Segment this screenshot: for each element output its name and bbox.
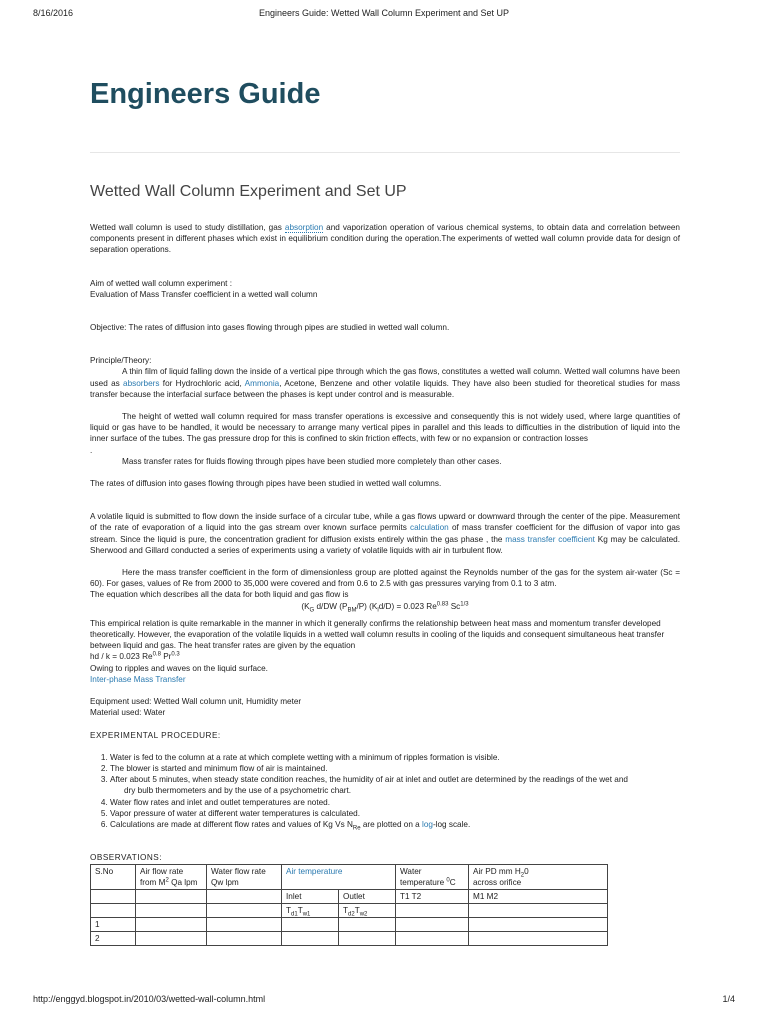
table-subheader-row — [91, 890, 608, 904]
page-number: 1/4 — [722, 994, 735, 1004]
header-divider — [90, 152, 680, 153]
m1m2-cell: M1 M2 — [469, 890, 608, 904]
procedure-heading: EXPERIMENTAL PROCEDURE: — [90, 730, 221, 740]
principle-paragraph-9: Owing to ripples and waves on the liquid surface. — [90, 663, 268, 673]
outlet-cell: Outlet — [339, 890, 396, 904]
intro-paragraph: Wetted wall column is used to study distillation, gas absorption and vaporization operation of various chemical systems, to obtain data and correlation between components present in different phases which exist in equilibrium condition during the operation.The experiments of wetted wall column provide data for design of separation operations. — [90, 223, 680, 255]
principle-paragraph-4: The rates of diffusion into gases flowing through pipes have been studied in wetted wall columns. — [90, 479, 442, 489]
table-header-row — [91, 865, 608, 890]
header-cell: Water flow rate Qw lpm — [207, 865, 282, 890]
inlet-cell: Inlet — [282, 890, 339, 904]
post-body — [90, 222, 680, 946]
principle-paragraph-3: Mass transfer rates for fluids flowing through pipes have been studied more completely than other cases. — [122, 456, 502, 466]
table-row: 2 — [91, 932, 608, 946]
td2-cell: $T_{d2}T_{w2}$ — [339, 904, 396, 918]
objective-text: Objective: The rates of diffusion into gases flowing through pipes are studied in wetted wall column. — [90, 323, 450, 333]
principle-paragraph-1: A thin film of liquid falling down the inside of a vertical pipe through which the gas flows, constitutes a wetted wall column. Wetted wall columns have been used as absorbers for Hydrochloric acid, Ammonia, Acetone, Benzene and other volatile liquids. They have also been studied for theoretical studies for mass transfer because the interfacial surface between the phases is kept under control and is measurable. — [90, 367, 680, 399]
principle-paragraph-5: A volatile liquid is submitted to flow down the inside surface of a circular tube, while a gas flows upward or downward through the center of the pipe. Measurement of the rate of evaporation of a liquid into the gas stream over known surface permits calculation of mass transfer coefficient for the diffusion of vapor into gas stream. Since the liquid is pure, the concentration gradient for diffusion exists entirely within the gas phase , the mass transfer coefficient Kg may be calculated. Sherwood and Gillard conducted a series of experiments using a variety of volatile liquids with air in turbulent flow. — [90, 512, 681, 555]
observations-heading: OBSERVATIONS: — [90, 853, 163, 863]
equipment-text: Equipment used: Wetted Wall column unit, Humidity meter — [90, 697, 302, 707]
absorption-link[interactable]: absorption — [284, 223, 324, 232]
table-row: 1 — [91, 918, 608, 932]
aim-heading: Aim of wetted wall column experiment : — [90, 278, 232, 288]
equation-mass-transfer: ($K_G$ d/DW $(P_{BM}/P) (K_ld/D) = 0.023$ $Re^{0.83}$ $Sc^{1/3}$ — [301, 600, 469, 614]
principle-paragraph-6: Here the mass transfer coefficient in the form of dimensionless group are plotted against the Reynolds number of the gas for the system air-water (Sc = 60). For gases, values of Re from 2000 to 35,000 were covered and from 0.6 to 2.5 with gas pressures varying from 0.1 to 3 atm. — [90, 568, 680, 589]
absorbers-link[interactable]: absorbers — [123, 378, 160, 388]
observations-table — [90, 864, 608, 946]
material-text: Material used: Water — [90, 708, 166, 718]
t1t2-cell: T1 T2 — [396, 890, 469, 904]
header-cell: Air PD mm $H_20$ across orifice — [469, 865, 608, 890]
header-cell — [282, 865, 396, 890]
principle-paragraph-2: The height of wetted wall column required for mass transfer operations is excessive and consequently this is not widely used, where large quantities of liquid or gas have to be handled, it would be necessary to arrange many vertical pipes in parallel and this leads to difficulties in the distribution of liquid into the inner surface of the tubes. The gas pressure drop for this is confined to skin friction effects, with few or no expansion or contraction losses — [90, 412, 680, 444]
procedure-list — [90, 752, 680, 830]
ammonia-link[interactable]: Ammonia — [244, 378, 280, 388]
air-temperature-link[interactable]: Air temperature — [286, 867, 343, 877]
header-cell: Water temperature $^0$C — [396, 865, 469, 890]
print-date: 8/16/2016 — [33, 8, 74, 18]
header-cell: Air flow rate from $M^2$ Qa lpm — [136, 865, 207, 890]
page-url: http://enggyd.blogspot.in/2010/03/wetted-wall-column.html — [33, 994, 266, 1004]
inter-phase-mass-transfer-link[interactable]: Inter-phase Mass Transfer — [90, 674, 186, 684]
post-title[interactable]: Wetted Wall Column Experiment and Set UP — [90, 183, 407, 200]
mass-transfer-coefficient-link[interactable]: mass transfer coefficient — [505, 534, 595, 544]
aim-text: Evaluation of Mass Transfer coefficient in a wetted wall column — [90, 289, 318, 299]
equation-heat-transfer: hd / k = 0.023 $Re^{0.8}$ $Pr^{0.3}$ — [90, 651, 180, 662]
header-cell: S.No — [91, 865, 136, 890]
principle-dot: . — [90, 445, 93, 455]
procedure-step: 6. Calculations are made at different flow rates and values of Kg Vs $N_{Re}$ are plotted on a log-log scale. — [110, 819, 680, 830]
td1-cell: $T_{d1}T_{w1}$ — [282, 904, 339, 918]
calculation-link[interactable]: calculation — [410, 523, 449, 533]
blog-title[interactable]: Engineers Guide — [90, 78, 321, 110]
log-link[interactable]: log — [422, 819, 433, 829]
print-header-title: Engineers Guide: Wetted Wall Column Experiment and Set UP — [258, 8, 510, 18]
procedure-step: 2. The blower is started and minimum flow of air is maintained. — [110, 763, 680, 774]
principle-paragraph-8: This empirical relation is quite remarkable in the manner in which it generally confirms the relationship between heat mass and momentum transfer developed theoretically. However, the evaporation of the volatile liquids in a wetted wall column results in cooling of the liquids and consequent simultaneous heat transfer between liquid and gas. The heat transfer rates are given by the equation — [90, 618, 665, 651]
procedure-step: 5. Vapor pressure of water at different water temperatures is calculated. — [110, 808, 680, 819]
table-subheader-row — [91, 904, 608, 918]
procedure-step: 4. Water flow rates and inlet and outlet temperatures are noted. — [110, 797, 680, 808]
procedure-step: 3. After about 5 minutes, when steady state condition reaches, the humidity of air at inlet and outlet are determined by the readings of the wet and dry bulb thermometers and by the use of a psychometric chart. — [110, 774, 680, 796]
procedure-step: 1. Water is fed to the column at a rate at which complete wetting with a minimum of ripples formation is visible. — [110, 752, 680, 763]
principle-heading: Principle/Theory: — [90, 356, 152, 366]
principle-paragraph-7: The equation which describes all the data for both liquid and gas flow is — [90, 590, 349, 600]
